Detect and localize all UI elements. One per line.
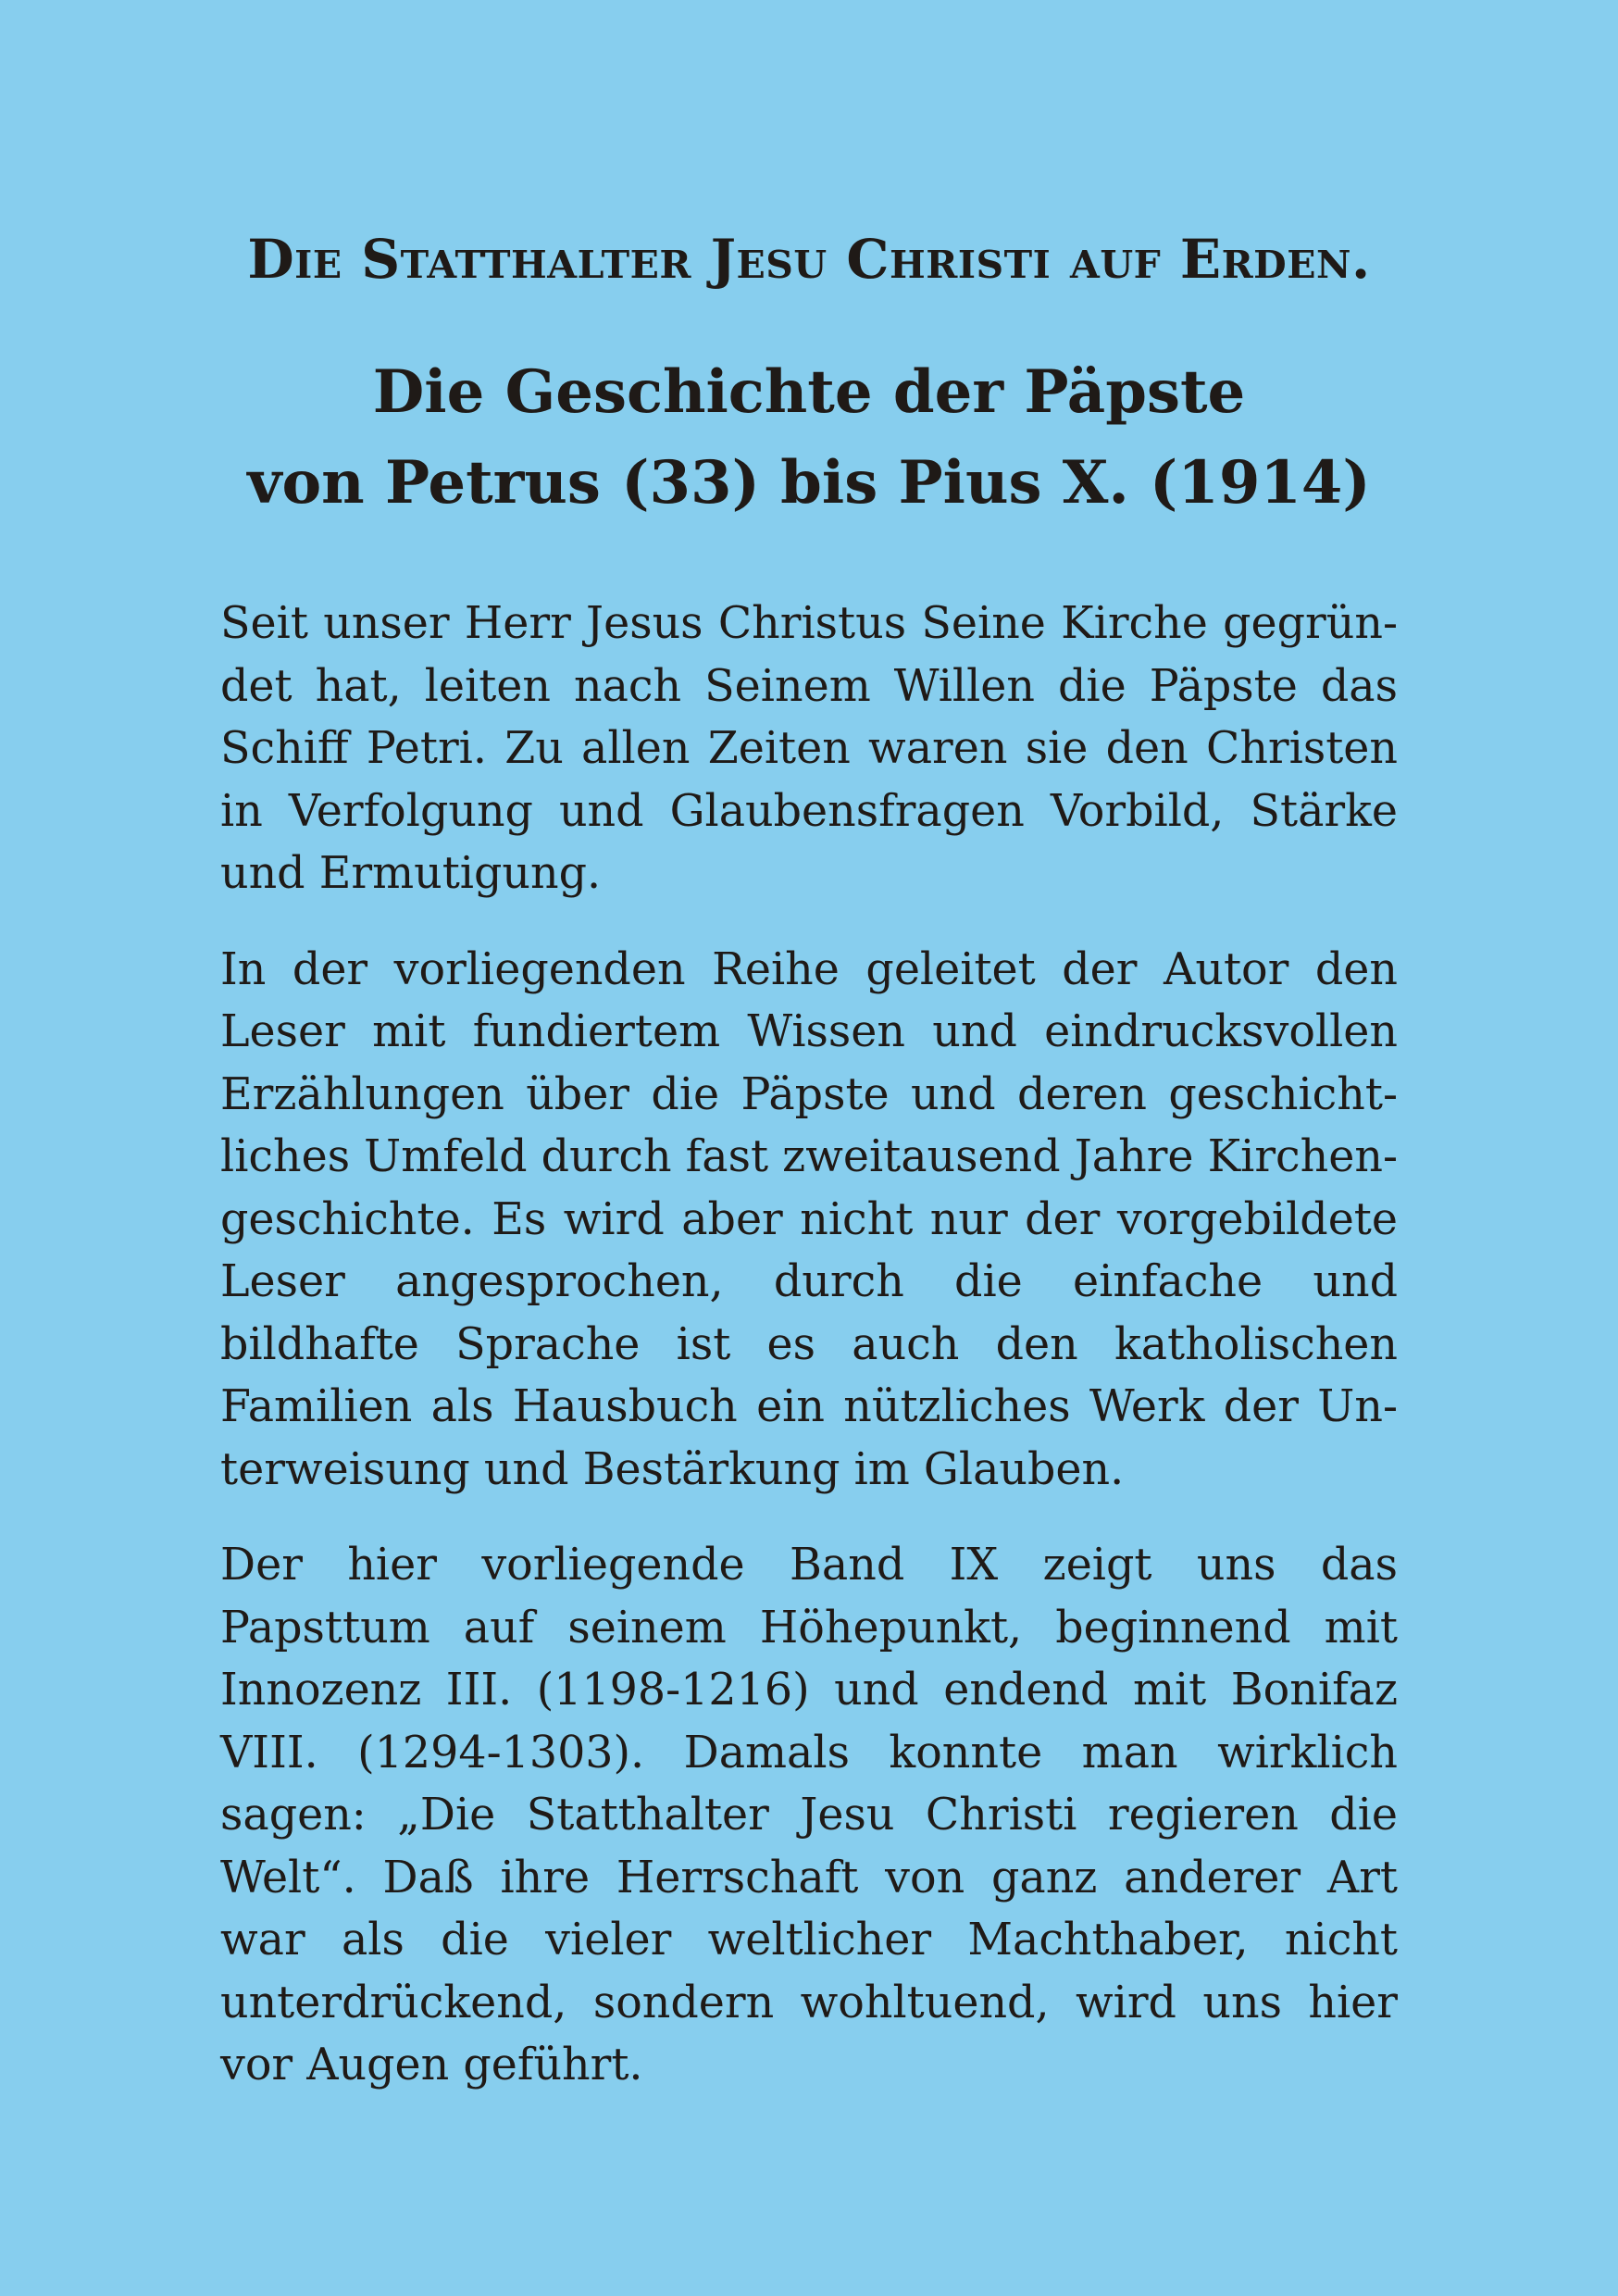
subtitle-line-1: Die Geschichte der Päpste (372, 357, 1246, 427)
subtitle-line-2: von Petrus (33) bis Pius X. (1914) (247, 448, 1371, 518)
blurb (220, 593, 1398, 2130)
subtitle (0, 347, 1618, 529)
series-title: Die Statthalter Jesu Christi auf Erden. (247, 228, 1371, 291)
paragraph-2: In der vorliegenden Reihe geleitet der Autor den Leser mit fundiertem Wissen und eindrucksvollen Erzählungen über die Päpste und deren geschichtliches Umfeld durch fast zweitausend Jahre Kirchengeschichte. Es wird aber nicht nur der vorgebildete Leser angesprochen, durch die einfache und bildhafte Sprache ist es auch den katholischen Familien als Hausbuch ein nützliches Werk der Unterweisung und Bestärkung im Glauben. (220, 943, 1398, 1495)
paragraph-3: Der hier vorliegende Band IX zeigt uns das Papsttum auf seinem Höhepunkt, beginnend mit Innozenz III. (1198-1216) und endend mit Bonifaz VIII. (1294-1303). Damals konnte man wirklich sagen: „Die Statthalter Jesu Christi regieren die Welt“. Daß ihre Herrschaft von ganz anderer Art war als die vieler weltlicher Machthaber, nicht unterdrückend, sondern wohltuend, wird uns hier vor Augen geführt. (220, 1540, 1398, 2090)
paragraph-1: Seit unser Herr Jesus Christus Seine Kirche gegründet hat, leiten nach Seinem Willen die Päpste das Schiff Petri. Zu allen Zeiten waren sie den Christen in Verfolgung und Glaubensfragen Vorbild, Stärke und Ermutigung. (220, 598, 1398, 899)
